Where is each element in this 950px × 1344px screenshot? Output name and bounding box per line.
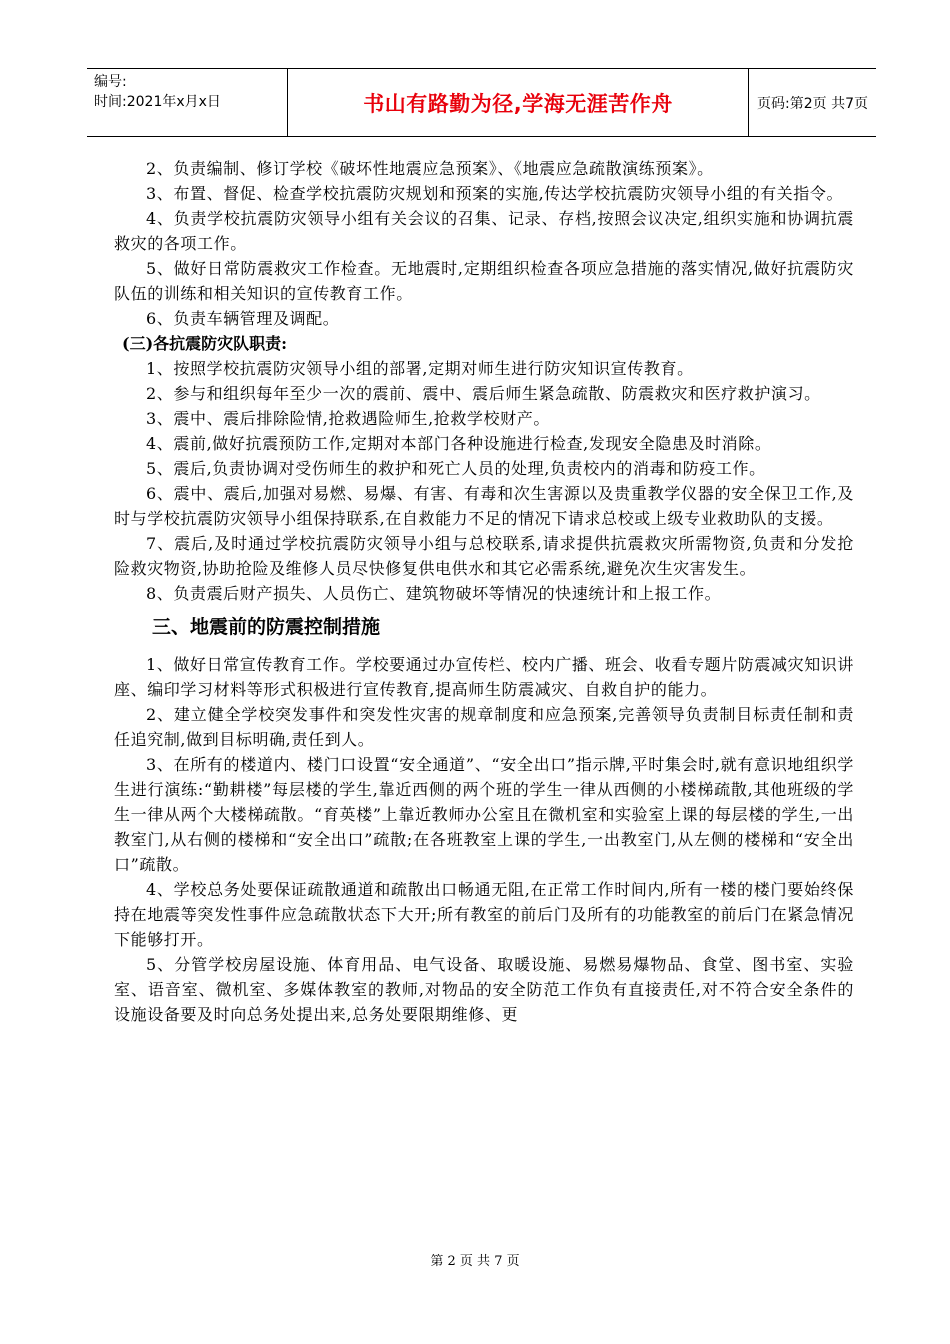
page-footer: 第 2 页 共 7 页: [430, 1254, 520, 1269]
paragraph: 3、布置、督促、检查学校抗震防灾规划和预案的实施,传达学校抗震防灾领导小组的有关指令。: [146, 184, 844, 203]
paragraph: 2、负责编制、修订学校《破坏性地震应急预案》、《地震应急疏散演练预案》。: [146, 159, 714, 178]
header-motto: 书山有路勤为径,学海无涯苦作舟: [287, 69, 749, 136]
paragraph: 5、做好日常防震救灾工作检查。无地震时,定期组织检查各项应急措施的落实情况,做好抗震防灾队伍的训练和相关知识的宣传教育工作。: [114, 259, 854, 303]
paragraph: 6、负责车辆管理及调配。: [146, 309, 340, 328]
paragraph: 3、震中、震后排除险情,抢救遇险师生,抢救学校财产。: [146, 409, 550, 428]
header-info-cell: [87, 69, 287, 136]
paragraph: 2、参与和组织每年至少一次的震前、震中、震后师生紧急疏散、防震救灾和医疗救护演习。: [146, 384, 821, 403]
paragraph: 4、学校总务处要保证疏散通道和疏散出口畅通无阻,在正常工作时间内,所有一楼的楼门要始终保持在地震等突发性事件应急疏散状态下大开;所有教室的前后门及所有的功能教室的前后门在紧急情况下能够打开。: [114, 880, 854, 949]
paragraph: 1、做好日常宣传教育工作。学校要通过办宣传栏、校内广播、班会、收看专题片防震减灾知识讲座、编印学习材料等形式积极进行宣传教育,提高师生防震减灾、自救自护的能力。: [114, 655, 854, 699]
document-body: [114, 156, 854, 1027]
paragraph: 2、建立健全学校突发事件和突发性灾害的规章制度和应急预案,完善领导负责制目标责任制和责任追究制,做到目标明确,责任到人。: [114, 705, 854, 749]
paragraph: 7、震后,及时通过学校抗震防灾领导小组与总校联系,请求提供抗震救灾所需物资,负责和分发抢险救灾物资,协助抢险及维修人员尽快修复供电供水和其它必需系统,避免次生灾害发生。: [114, 534, 854, 578]
subheading: (三)各抗震防灾队职责:: [122, 334, 288, 353]
paragraph: 6、震中、震后,加强对易燃、易爆、有害、有毒和次生害源以及贵重教学仪器的安全保卫工作,及时与学校抗震防灾领导小组保持联系,在自救能力不足的情况下请求总校或上级专业救助队的支援。: [114, 484, 854, 528]
paragraph: 5、分管学校房屋设施、体育用品、电气设备、取暖设施、易燃易爆物品、食堂、图书室、实验室、语音室、微机室、多媒体教室的教师,对物品的安全防范工作负有直接责任,对不符合安全条件的设施设备要及时向总务处提出来,总务处要限期维修、更: [114, 955, 854, 1024]
paragraph: 1、按照学校抗震防灾领导小组的部署,定期对师生进行防灾知识宣传教育。: [146, 359, 694, 378]
paragraph: 4、负责学校抗震防灾领导小组有关会议的召集、记录、存档,按照会议决定,组织实施和协调抗震救灾的各项工作。: [114, 209, 854, 253]
paragraph: 4、震前,做好抗震预防工作,定期对本部门各种设施进行检查,发现安全隐患及时消除。: [146, 434, 772, 453]
document-number-label: 编号:: [94, 74, 127, 90]
section-title: 三、地震前的防震控制措施: [152, 616, 381, 638]
paragraph: 8、负责震后财产损失、人员伤亡、建筑物破坏等情况的快速统计和上报工作。: [146, 584, 722, 603]
page-header: [87, 68, 876, 137]
paragraph: 3、在所有的楼道内、楼门口设置“安全通道”、“安全出口”指示牌,平时集会时,就有意识地组织学生进行演练:“勤耕楼”每层楼的学生,靠近西侧的两个班的学生一律从西侧的小楼梯疏散,其他班级的学生一律从两个大楼梯疏散。“育英楼”上靠近教师办公室且在微机室和实验室上课的每层楼的学生,一出教室门,从右侧的楼梯和“安全出口”疏散;在各班教室上课的学生,一出教室门,从左侧的楼梯和“安全出口”疏散。: [114, 755, 854, 874]
document-time-label: 时间:2021年x月x日: [94, 94, 221, 110]
paragraph: 5、震后,负责协调对受伤师生的救护和死亡人员的处理,负责校内的消毒和防疫工作。: [146, 459, 766, 478]
header-page-label: 页码:第2页 共7页: [757, 95, 868, 112]
